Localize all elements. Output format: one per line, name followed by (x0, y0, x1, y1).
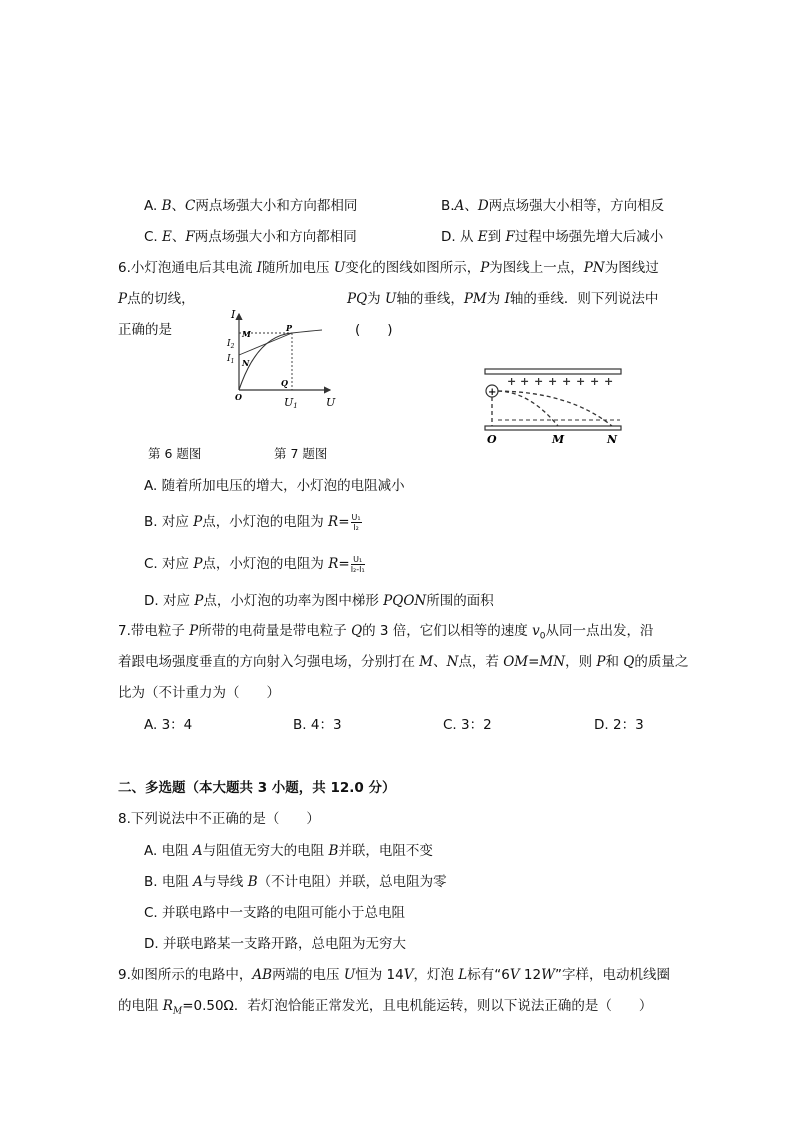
figure-6-iu-graph (222, 306, 342, 410)
u-axis-label: U (326, 396, 336, 409)
u1-label: U1 (284, 396, 298, 410)
q8-option-a: A. 电阻 A与阻值无穷大的电阻 B并联，电阻不变 (144, 843, 433, 859)
q8-option-c: C. 并联电路中一支路的电阻可能小于总电阻 (144, 905, 406, 921)
q6-stem-line2a: P点的切线， (118, 291, 195, 307)
q6-stem-line1: 6.小灯泡通电后其电流 I随所加电压 U变化的图线如图所示，P为图线上一点，PN为图线过 (118, 260, 659, 276)
i1-label: $I_1$ (227, 354, 235, 365)
q9-stem-line1: 9.如图所示的电路中，AB两端的电压 U恒为 14V，灯泡 L标有“6V 12W”字样，电动机线圈 (118, 967, 670, 983)
q7-option-c: C. 3：2 (443, 717, 492, 733)
plate-plus-6: + (576, 375, 586, 388)
figure-7-caption: 第 7 题图 (274, 446, 328, 461)
i-axis-label: I (231, 308, 236, 321)
q7-option-d: D. 2：3 (594, 717, 644, 733)
particle-charge: + (488, 387, 497, 398)
q5-option-b: B.A、D两点场强大小相等，方向相反 (441, 198, 665, 214)
label-n: N (607, 433, 618, 446)
q7-stem-line1: 7.带电粒子 P所带的电荷量是带电粒子 Q的 3 倍，它们以相等的速度 $v_0$从同一点出发，沿 (118, 623, 654, 642)
plate-plus-8: + (604, 375, 614, 388)
section-2-heading: 二、多选题（本大题共 3 小题，共 12.0 分） (118, 780, 396, 796)
q7-stem-line3: 比为（不计重力为（ ） (118, 685, 280, 701)
upper-plate (485, 369, 621, 374)
label-m: M (552, 433, 565, 446)
trajectory-to-n (498, 391, 612, 426)
plate-plus-1: + (507, 375, 517, 388)
q5-option-a: A. B、C两点场强大小和方向都相同 (144, 198, 358, 214)
q6-option-c: C. 对应 P点，小灯泡的电阻为 R= $\frac{\text{U₁}}{\text{I₂-I₁}}$ (144, 554, 365, 574)
figure-6-caption: 第 6 题图 (148, 446, 202, 461)
q6-stem-line3: 正确的是 (118, 322, 172, 338)
plate-plus-7: + (590, 375, 600, 388)
q6-option-a: A. 随着所加电压的增大，小灯泡的电阻减小 (144, 478, 405, 494)
q5-option-c: C. E、F两点场强大小和方向都相同 (144, 229, 357, 245)
plate-plus-5: + (562, 375, 572, 388)
q7-option-a: A. 3：4 (144, 717, 193, 733)
q8-option-b: B. 电阻 A与导线 B（不计电阻）并联，总电阻为零 (144, 874, 447, 890)
q6-option-d: D. 对应 P点，小灯泡的功率为图中梯形 PQON所围的面积 (144, 593, 494, 609)
point-q-label: Q (281, 378, 288, 388)
q8-option-d: D. 并联电路某一支路开路，总电阻为无穷大 (144, 936, 406, 952)
point-p-label: P (286, 323, 293, 333)
point-m-label: M (242, 329, 251, 339)
fraction-u1-over-i2: $\frac{\text{U₁}}{\text{I₂}}$ (351, 512, 361, 532)
plate-plus-3: + (534, 375, 544, 388)
lower-plate (485, 426, 621, 430)
figure-7-field-diagram (480, 364, 626, 448)
origin-label: O (235, 392, 242, 402)
plate-plus-4: + (548, 375, 558, 388)
q6-answer-paren: ( ) (355, 322, 393, 338)
plate-plus-2: + (520, 375, 530, 388)
point-n-label: N (242, 358, 250, 368)
q8-stem: 8.下列说法中不正确的是（ ） (118, 811, 320, 827)
q6-stem-line2b: PQ为 U轴的垂线，PM为 I轴的垂线．则下列说法中 (347, 291, 659, 307)
i2-label: $I_2$ (227, 339, 235, 350)
q7-option-b: B. 4：3 (293, 717, 342, 733)
q9-stem-line2: 的电阻 $R_M=0.50\Omega$．若灯泡恰能正常发光，且电机能运转，则以下说法正确的是（ ） (118, 998, 653, 1017)
q7-stem-line2: 着跟电场强度垂直的方向射入匀强电场，分别打在 M、N点，若 OM=MN，则 P和 Q的质量之 (118, 654, 689, 670)
label-o: O (487, 433, 497, 446)
q6-option-b: B. 对应 P点，小灯泡的电阻为 R= $\frac{\text{U₁}}{\text{I₂}}$ (144, 512, 361, 532)
q5-option-d: D. 从 E到 F过程中场强先增大后减小 (441, 229, 664, 245)
plate-charges (507, 375, 613, 388)
fraction-u1-over-i2-minus-i1: $\frac{\text{U₁}}{\text{I₂-I₁}}$ (350, 554, 365, 574)
